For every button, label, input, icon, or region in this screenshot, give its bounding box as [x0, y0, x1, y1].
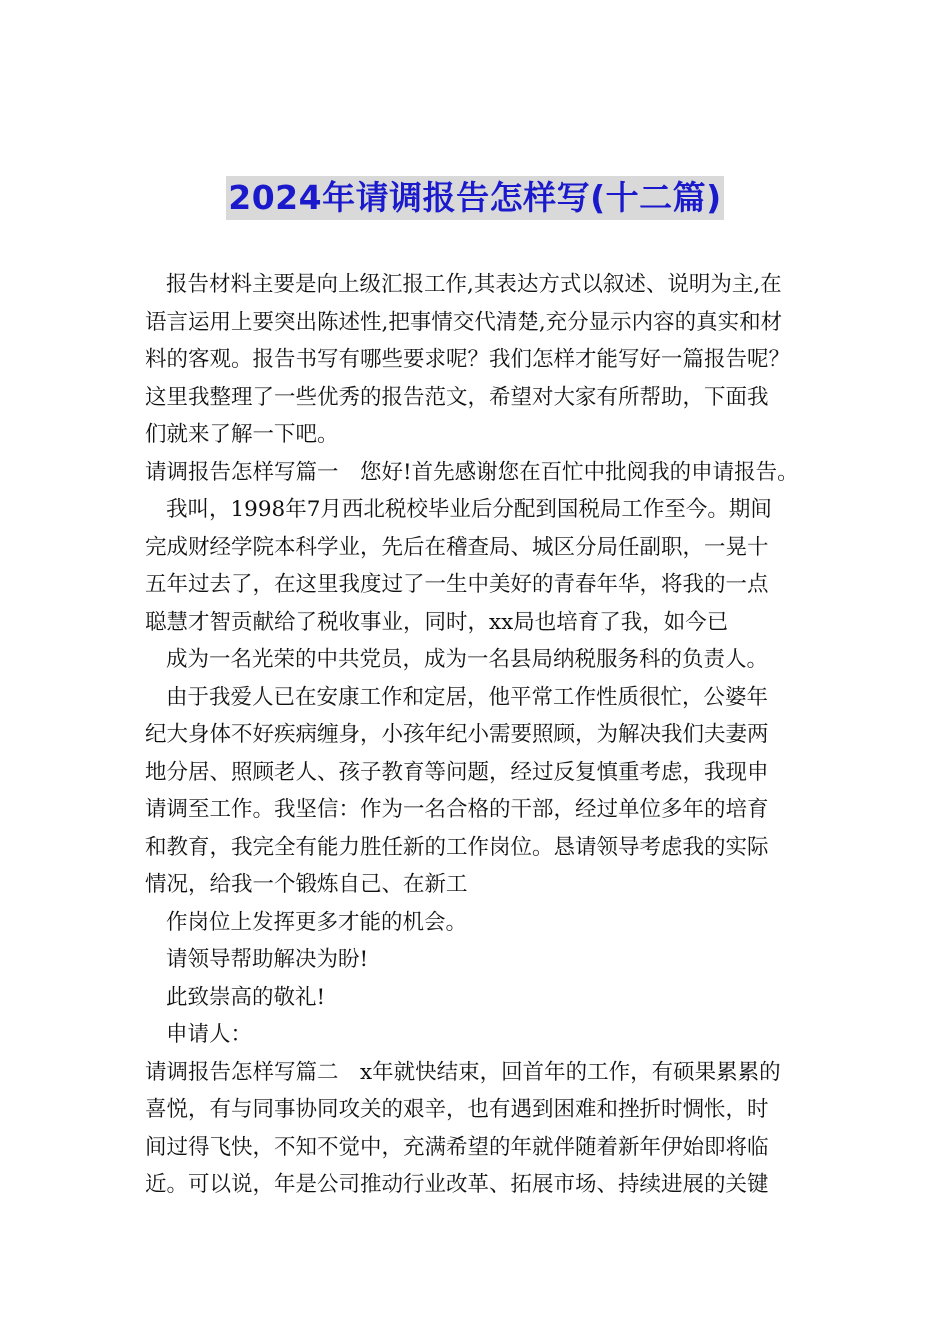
- paragraph-line: 我叫，1998年7月西北税校毕业后分配到国税局工作至今。期间: [166, 497, 772, 522]
- paragraph-line: 成为一名光荣的中共党员，成为一名县局纳税服务科的负责人。: [166, 647, 769, 672]
- paragraph-line: 纪大身体不好疾病缠身，小孩年纪小需要照顾，为解决我们夫妻两: [145, 722, 769, 747]
- paragraph-line: 们就来了解一下吧。: [145, 422, 339, 447]
- section-heading-line: 请调报告怎样写篇一 您好!首先感谢您在百忙中批阅我的申请报告。: [145, 459, 799, 485]
- paragraph-line: 五年过去了，在这里我度过了一生中美好的青春年华，将我的一点: [145, 572, 769, 597]
- document-title-text: 2024年请调报告怎样写(十二篇): [226, 176, 724, 220]
- paragraph-line: 请领导帮助解决为盼!: [166, 947, 369, 972]
- paragraph-line: 料的客观。报告书写有哪些要求呢？我们怎样才能写好一篇报告呢？: [145, 347, 791, 372]
- paragraph-line: 申请人：: [166, 1022, 253, 1047]
- paragraph-line: 完成财经学院本科学业，先后在稽查局、城区分局任副职，一晃十: [145, 534, 769, 560]
- document-title: [0, 176, 950, 220]
- paragraph-line: 此致崇高的敬礼!: [166, 984, 326, 1010]
- paragraph-line: 情况，给我一个锻炼自己、在新工: [145, 872, 468, 897]
- paragraph-line: 地分居、照顾老人、孩子教育等问题，经过反复慎重考虑，我现申: [145, 759, 769, 785]
- paragraph-line: 由于我爱人已在安康工作和定居，他平常工作性质很忙，公婆年: [166, 684, 769, 710]
- paragraph-line: 和教育，我完全有能力胜任新的工作岗位。恳请领导考虑我的实际: [145, 834, 769, 860]
- paragraph-line: 聪慧才智贡献给了税收事业，同时，xx局也培育了我，如今已: [145, 609, 729, 635]
- paragraph-line: 间过得飞快，不知不觉中，充满希望的年就伴随着新年伊始即将临: [145, 1134, 769, 1160]
- section-heading-line: 请调报告怎样写篇二 x年就快结束，回首年的工作，有硕果累累的: [145, 1059, 781, 1085]
- paragraph-line: 请调至工作。我坚信：作为一名合格的干部，经过单位多年的培育: [145, 797, 769, 822]
- paragraph-line: 这里我整理了一些优秀的报告范文，希望对大家有所帮助，下面我: [145, 384, 769, 410]
- paragraph-line: 近。可以说，年是公司推动行业改革、拓展市场、持续进展的关键: [145, 1172, 769, 1197]
- paragraph-line: 喜悦，有与同事协同攻关的艰辛，也有遇到困难和挫折时惆怅，时: [145, 1097, 769, 1122]
- paragraph-line: 语言运用上要突出陈述性,把事情交代清楚,充分显示内容的真实和材: [145, 309, 783, 335]
- paragraph-line: 报告材料主要是向上级汇报工作,其表达方式以叙述、说明为主,在: [166, 272, 782, 297]
- document-body: [145, 266, 810, 1204]
- paragraph-line: 作岗位上发挥更多才能的机会。: [166, 909, 468, 935]
